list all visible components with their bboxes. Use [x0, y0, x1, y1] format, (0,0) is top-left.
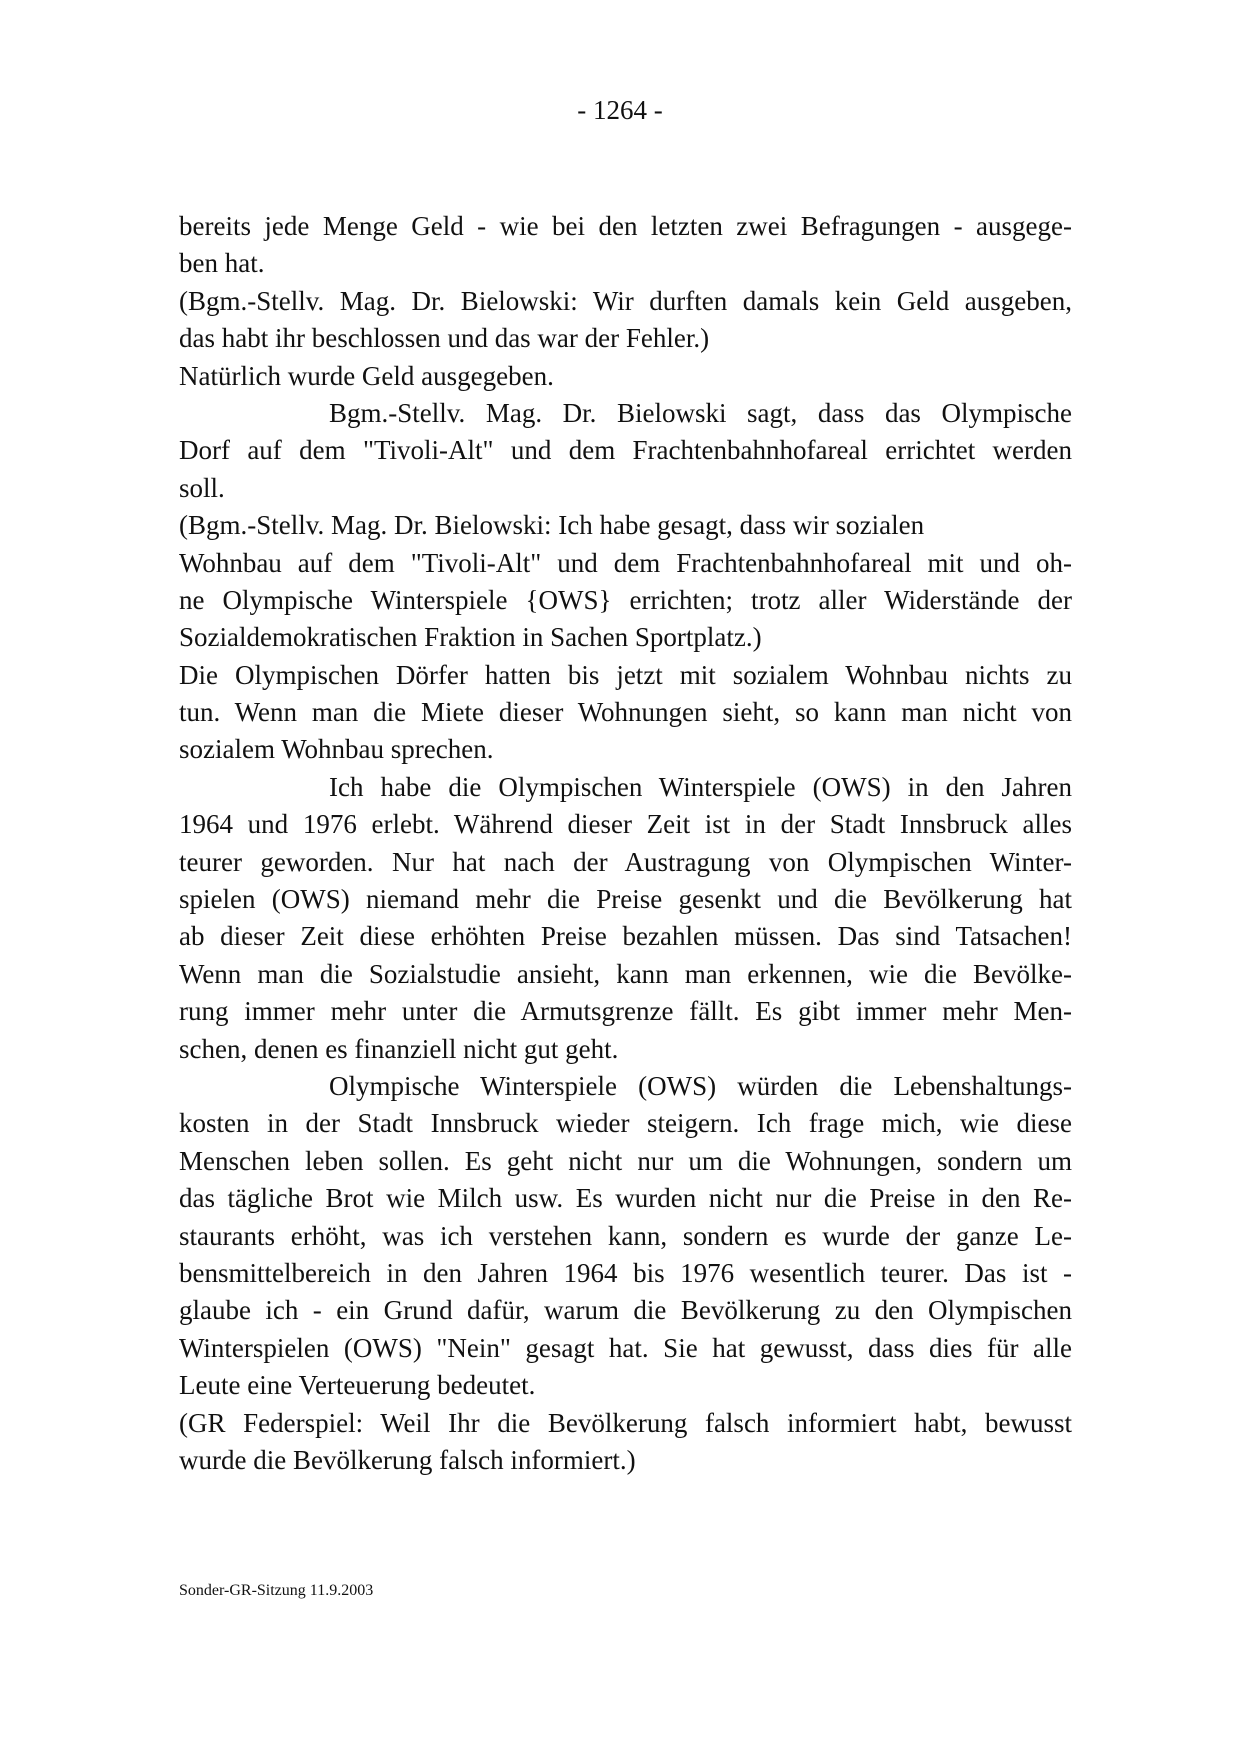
text-line: Ich habe die Olympischen Winterspiele (OWS) in den Jahren	[329, 771, 1072, 802]
text-line: Die Olympischen Dörfer hatten bis jetzt mit sozialem Wohnbau nichts zu	[179, 659, 1072, 690]
text-line: wurde die Bevölkerung falsch informiert.)	[179, 1444, 636, 1475]
text-line: Sozialdemokratischen Fraktion in Sachen Sportplatz.)	[179, 622, 762, 653]
page-number: - 1264 -	[577, 95, 663, 125]
text-line: (Bgm.-Stellv. Mag. Dr. Bielowski: Wir durften damals kein Geld ausgeben,	[179, 285, 1072, 316]
text-line: Wohnbau auf dem "Tivoli-Alt" und dem Frachtenbahnhofareal mit und oh-	[179, 547, 1072, 578]
text-line: das tägliche Brot wie Milch usw. Es wurden nicht nur die Preise in den Re-	[179, 1183, 1072, 1214]
text-line: bereits jede Menge Geld - wie bei den letzten zwei Befragungen - ausgege-	[179, 211, 1072, 241]
text-line: das habt ihr beschlossen und das war der Fehler.)	[179, 323, 710, 354]
text-line: bensmittelbereich in den Jahren 1964 bis 1976 wesentlich teurer. Das ist -	[179, 1257, 1072, 1288]
text-line: staurants erhöht, was ich verstehen kann, sondern es wurde der ganze Le-	[179, 1220, 1072, 1251]
text-line: glaube ich - ein Grund dafür, warum die Bevölkerung zu den Olympischen	[179, 1295, 1072, 1326]
text-line: (GR Federspiel: Weil Ihr die Bevölkerung falsch informiert habt, bewusst	[179, 1407, 1072, 1438]
text-line: soll.	[179, 472, 225, 503]
text-line: sozialem Wohnbau sprechen.	[179, 734, 494, 765]
text-line: Natürlich wurde Geld ausgegeben.	[179, 360, 554, 391]
text-line: Leute eine Verteuerung bedeutet.	[179, 1370, 536, 1401]
body-text	[179, 208, 1072, 1479]
text-line: ab dieser Zeit diese erhöhten Preise bezahlen müssen. Das sind Tatsachen!	[179, 921, 1072, 952]
text-line: Menschen leben sollen. Es geht nicht nur um die Wohnungen, sondern um	[179, 1145, 1072, 1176]
text-line: Dorf auf dem "Tivoli-Alt" und dem Frachtenbahnhofareal errichtet werden	[179, 435, 1072, 466]
text-line: Olympische Winterspiele (OWS) würden die Lebenshaltungs-	[329, 1070, 1072, 1101]
footer: Sonder-GR-Sitzung 11.9.2003	[179, 1582, 374, 1599]
text-line: teurer geworden. Nur hat nach der Austragung von Olympischen Winter-	[179, 846, 1072, 877]
text-line: rung immer mehr unter die Armutsgrenze fällt. Es gibt immer mehr Men-	[179, 996, 1072, 1027]
text-line: Winterspielen (OWS) "Nein" gesagt hat. Sie hat gewusst, dass dies für alle	[179, 1332, 1072, 1363]
text-line: schen, denen es finanziell nicht gut geht.	[179, 1033, 619, 1064]
text-line: ne Olympische Winterspiele {OWS} errichten; trotz aller Widerstände der	[179, 584, 1072, 615]
text-line: 1964 und 1976 erlebt. Während dieser Zeit ist in der Stadt Innsbruck alles	[179, 809, 1072, 840]
text-line: tun. Wenn man die Miete dieser Wohnungen sieht, so kann man nicht von	[179, 697, 1072, 728]
text-line: (Bgm.-Stellv. Mag. Dr. Bielowski: Ich habe gesagt, dass wir sozialen	[179, 510, 925, 541]
text-line: Bgm.-Stellv. Mag. Dr. Bielowski sagt, dass das Olympische	[329, 397, 1072, 428]
text-line: Wenn man die Sozialstudie ansieht, kann man erkennen, wie die Bevölke-	[179, 958, 1072, 989]
text-line: spielen (OWS) niemand mehr die Preise gesenkt und die Bevölkerung hat	[179, 884, 1072, 915]
text-line: ben hat.	[179, 248, 265, 279]
text-line: kosten in der Stadt Innsbruck wieder steigern. Ich frage mich, wie diese	[179, 1108, 1072, 1139]
